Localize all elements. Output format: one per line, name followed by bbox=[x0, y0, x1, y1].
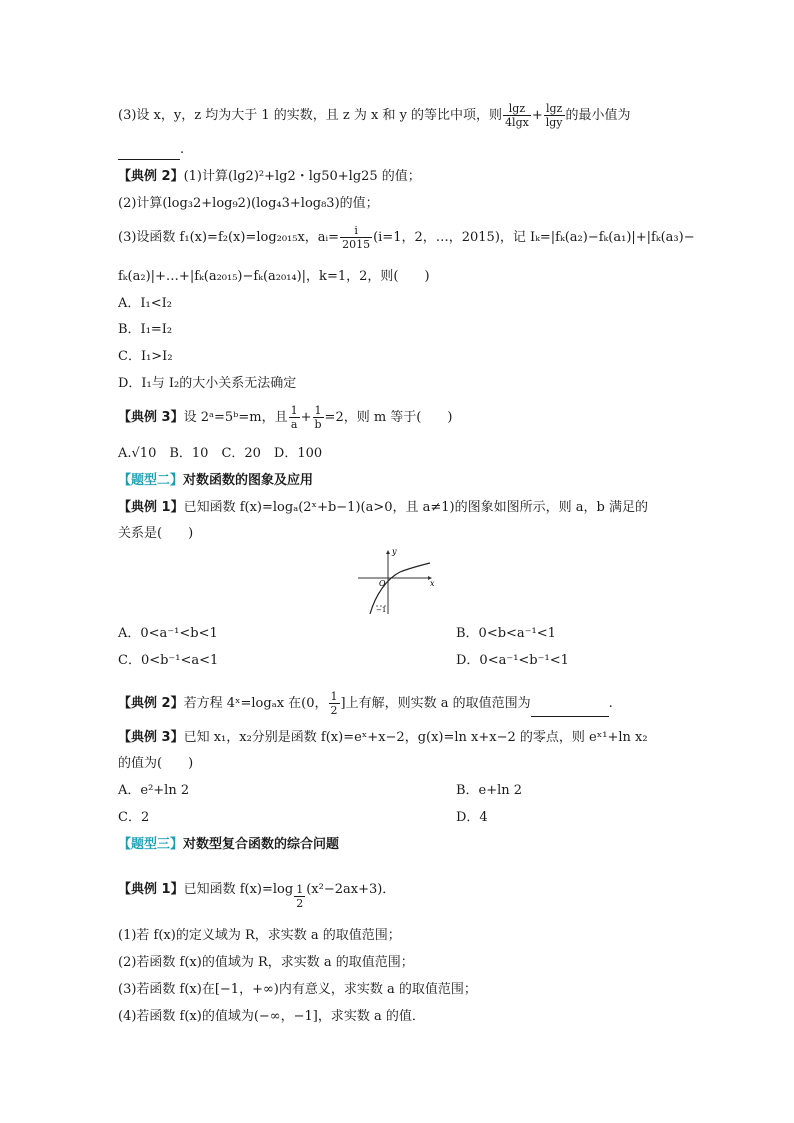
type3-q3: (3)若函数 f(x)在[−1，+∞)内有意义，求实数 a 的取值范围； bbox=[118, 982, 477, 997]
example-label: 【典例 3】 bbox=[118, 730, 184, 745]
question-3-line: (3)设 x，y，z 均为大于 1 的实数，且 z 为 x 和 y 的等比中项，则 $\frac{\lg z}{4\lg x}$ + $\frac{\lg z}{\lg y}$ 的最小值为 bbox=[118, 102, 631, 129]
origin-label: O bbox=[379, 579, 386, 588]
type2-example-1: 【典例 1】已知函数 f(x)=logₐ(2ˣ+b−1)(a>0，且 a≠1)的图象如图所示，则 a，b 满足的 bbox=[118, 500, 648, 515]
option-d: D．I₁与 I₂的大小关系无法确定 bbox=[118, 376, 297, 391]
type3-q2: (2)若函数 f(x)的值域为 R，求实数 a 的取值范围； bbox=[118, 955, 414, 970]
type2-ex3-options-row-1: A．e²+ln 2 B．e+ln 2 bbox=[118, 783, 523, 798]
type2-ex3-options-row-2: C．2 D．4 bbox=[118, 810, 488, 825]
type2-example-1-cont: 关系是( ) bbox=[118, 526, 194, 541]
fraction-lgz-lgy: $\frac{\lg z}{\lg y}$ bbox=[545, 102, 563, 129]
example-label: 【典例 2】 bbox=[118, 696, 184, 711]
answer-blank[interactable] bbox=[531, 702, 609, 717]
example-label: 【典例 3】 bbox=[118, 410, 184, 425]
option-b: B．I₁=I₂ bbox=[118, 322, 173, 337]
option-a: A．I₁<I₂ bbox=[118, 296, 172, 311]
type2-example-2: 【典例 2】若方程 4ˣ=logₐx 在(0， $\frac{1}{2}$ ]上有解，则实数 a 的取值范围为 . bbox=[118, 690, 613, 717]
function-graph bbox=[358, 548, 438, 614]
y-label: y bbox=[392, 548, 397, 556]
answer-blank[interactable] bbox=[118, 145, 180, 160]
example-2-q2: (2)计算(log₃2+log₉2)(log₄3+log₈3)的值； bbox=[118, 196, 379, 211]
section-type-3-title: 【题型三】对数型复合函数的综合问题 bbox=[118, 837, 340, 852]
answer-blank-line: . bbox=[118, 140, 184, 160]
fraction-i-2015: $\frac{i}{2015}$ bbox=[342, 224, 371, 251]
x-label: x bbox=[430, 579, 435, 588]
option-c: C．I₁>I₂ bbox=[118, 349, 173, 364]
example-3-line: 【典例 3】设 2ᵃ=5ᵇ=m，且 $\frac{1}{a}$ + $\frac{1}{b}$ =2，则 m 等于( ) bbox=[118, 404, 453, 431]
example-2-q3-cont: fₖ(a₂)|+…+|fₖ(a₂₀₁₅)−fₖ(a₂₀₁₄)|，k=1，2，则( ) bbox=[118, 269, 430, 284]
type2-options-row-2: C．0<b⁻¹<a<1 D．0<a⁻¹<b⁻¹<1 bbox=[118, 653, 569, 668]
question-text: (3)设 x，y，z 均为大于 1 的实数，且 z 为 x 和 y 的等比中项，则 bbox=[118, 108, 503, 123]
example-2-q1: 【典例 2】(1)计算(lg2)²+lg2・lg50+lg25 的值； bbox=[118, 169, 421, 184]
fraction-1-b: $\frac{1}{b}$ bbox=[314, 404, 322, 431]
type2-example-3-cont: 的值为( ) bbox=[118, 756, 194, 771]
type2-example-3: 【典例 3】已知 x₁，x₂分别是函数 f(x)=eˣ+x−2，g(x)=ln x+x−2 的零点，则 eˣ¹+ln x₂ bbox=[118, 730, 648, 745]
minus-one-label: −1 bbox=[376, 606, 387, 614]
section-label: 【题型三】 bbox=[118, 837, 184, 852]
section-type-2-title: 【题型二】对数函数的图象及应用 bbox=[118, 473, 314, 488]
example-label: 【典例 1】 bbox=[118, 882, 184, 897]
y-axis-arrow bbox=[386, 550, 390, 554]
fraction-1-2-base: $\frac{1}{2}$ bbox=[296, 883, 304, 910]
fraction-lgz-4lgx: $\frac{\lg z}{4\lg x}$ bbox=[505, 102, 529, 129]
example-label: 【典例 2】 bbox=[118, 169, 184, 184]
type2-options-row-1: A．0<a⁻¹<b<1 B．0<b<a⁻¹<1 bbox=[118, 626, 556, 641]
type3-q1: (1)若 f(x)的定义域为 R，求实数 a 的取值范围； bbox=[118, 928, 401, 943]
fraction-1-a: $\frac{1}{a}$ bbox=[290, 404, 298, 431]
example-2-q3: (3)设函数 f₁(x)=f₂(x)=log₂₀₁₅x，aᵢ= $\frac{i}{2015}$ (i=1，2，…，2015)，记 Iₖ=|fₖ(a₂)−fₖ(a₁)|+|fₖ(a₃)− bbox=[118, 224, 695, 251]
type3-example-1: 【典例 1】已知函数 f(x)=log $\frac{1}{2}$ (x²−2ax+3)． bbox=[118, 882, 396, 910]
section-label: 【题型二】 bbox=[118, 473, 184, 488]
fraction-1-2: $\frac{1}{2}$ bbox=[330, 690, 338, 717]
type3-q4: (4)若函数 f(x)的值域为(−∞，−1]，求实数 a 的值． bbox=[118, 1009, 425, 1024]
example-label: 【典例 1】 bbox=[118, 500, 184, 515]
example-3-options: A.√10 B．10 C．20 D．100 bbox=[118, 446, 323, 461]
